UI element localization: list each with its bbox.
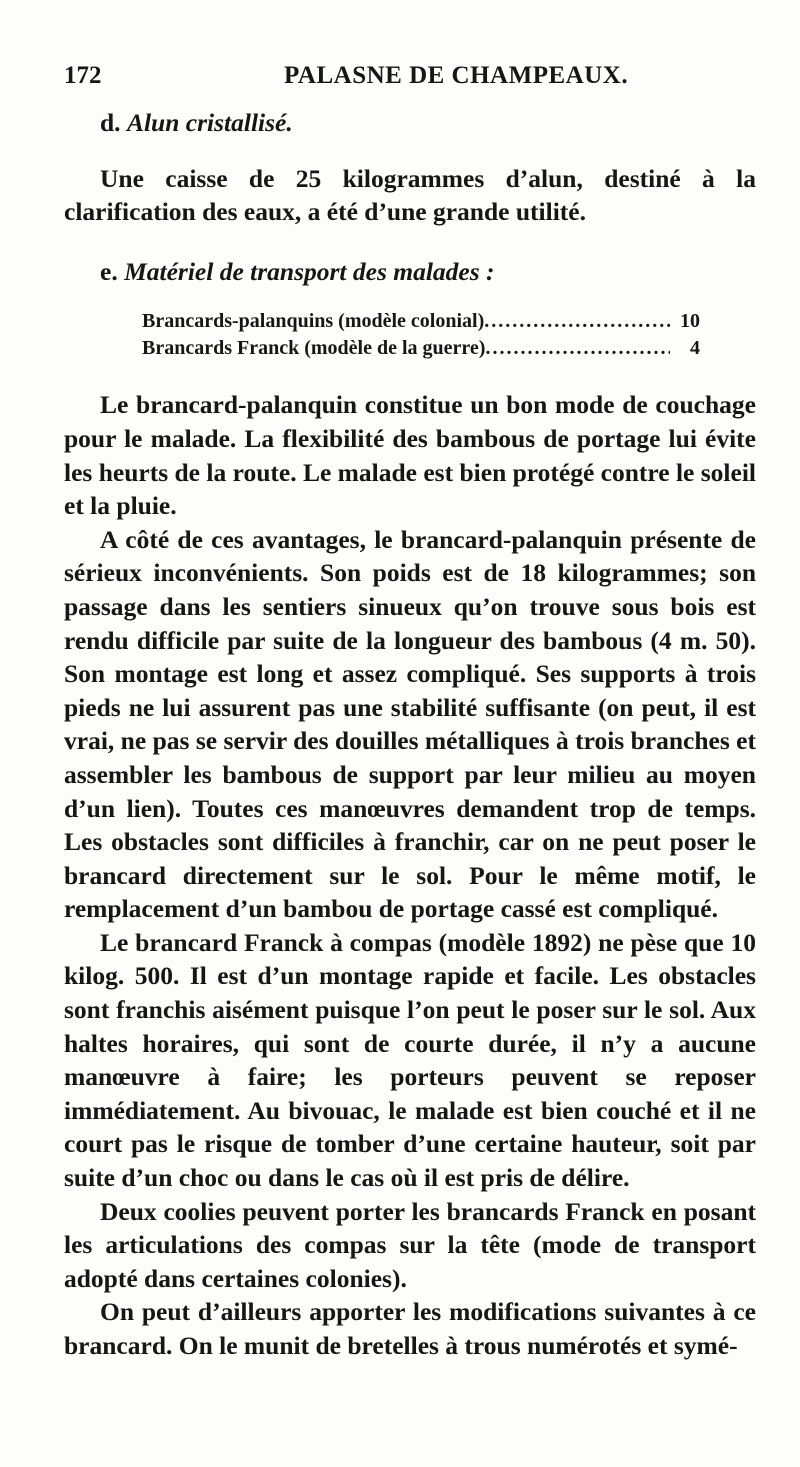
section-e-label: e. [100, 256, 118, 286]
list-item [142, 308, 700, 335]
page-number: 172 [64, 62, 102, 89]
running-head: PALASNE DE CHAMPEAUX. [284, 62, 629, 89]
transport-equipment-list [64, 308, 756, 362]
page-header [64, 62, 756, 96]
item-label: Brancards-palanquins (modèle colonial) [142, 310, 485, 333]
section-e-heading [64, 255, 756, 289]
section-d-paragraph: Une caisse de 25 kilogrammes d’alun, destiné à la clarification des eaux, a été d’une grande utilité. [64, 163, 756, 227]
paragraph-franck-stretcher: Le brancard Franck à compas (modèle 1892) ne pèse que 10 kilog. 500. Il est d’un montage rapide et facile. Les obstacles sont franchis aisément puisque l’on peut le poser sur le sol. Aux haltes horaires, qui sont de courte durée, il n’y a aucune manœuvre à faire; les porteurs peuvent se reposer immédiatement. Au bivouac, le malade est bien couché et il ne court pas le risque de tomber d’une certaine hauteur, soit par suite d’un choc ou dans le cas où il est pris de délire. [64, 927, 756, 1193]
section-d-label: d. [100, 108, 121, 137]
dot-leader [485, 335, 670, 362]
paragraph-modifications: On peut d’ailleurs apporter les modifications suivantes à ce brancard. On le munit de bretelles à trous numérotés et symé- [64, 1297, 756, 1360]
paragraph-palanquin-drawbacks: A côté de ces avantages, le brancard-palanquin présente de sérieux inconvénients. Son poids est de 18 kilogrammes; son passage dans les sentiers sinueux qu’on trouve sous bois est rendu difficile par suite de la longueur des bambous (4 m. 50). Son montage est long et assez compliqué. Ses supports à trois pieds ne lui assurent pas une stabilité suffisante (on peut, il est vrai, ne pas se servir des douilles métalliques à trois branches et assembler les bambous de support par leur milieu au moyen d’un lien). Toutes ces manœuvres demandent trop de temps. Les obstacles sont difficiles à franchir, car on ne peut poser le brancard directement sur le sol. Pour le même motif, le remplacement d’un bambou de portage cassé est compliqué. [64, 524, 756, 924]
list-item [142, 335, 700, 362]
page-body [64, 106, 756, 1363]
paragraph-palanquin-advantages: Le brancard-palanquin constitue un bon mode de couchage pour le malade. La flexibilité des bambous de portage lui évite les heurts de la route. Le malade est bien protégé contre le soleil et la pluie. [64, 390, 756, 521]
item-quantity: 4 [690, 337, 700, 360]
section-d-heading [64, 106, 756, 140]
dot-leader [484, 308, 670, 335]
item-label: Brancards Franck (modèle de la guerre) [142, 337, 486, 360]
section-e-title: Matériel de transport des malades : [124, 256, 495, 286]
paragraph-coolies: Deux coolies peuvent porter les brancards Franck en posant les articulations des compas sur la tête (mode de transport adopté dans certaines colonies). [64, 1196, 756, 1293]
section-d-title: Alun cristallisé. [126, 108, 293, 137]
item-quantity: 10 [680, 310, 700, 333]
